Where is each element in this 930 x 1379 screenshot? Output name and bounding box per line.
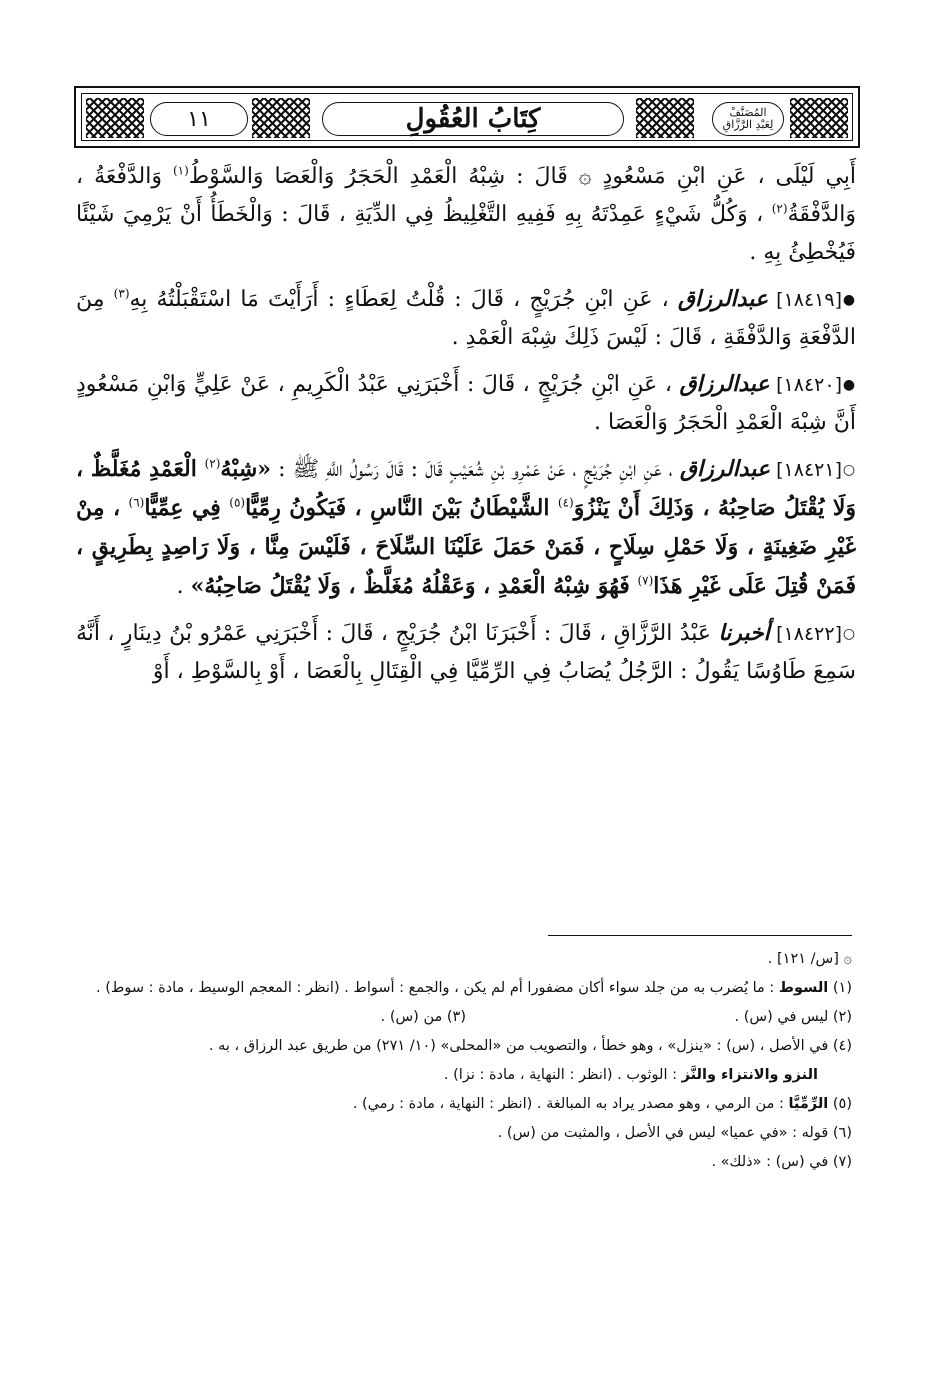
text-segment: «شِبْهُ xyxy=(220,456,272,482)
footnote-row xyxy=(80,1003,852,1032)
text-segment: فِي عِمِّيًّا xyxy=(144,495,230,521)
text-segment: أَبِي لَيْلَى ، عَنِ ابْنِ مَسْعُودٍ ۞ قَالَ : شِبْهُ الْعَمْدِ الْحَجَرُ وَالْعَصَا وَالسَّوْطُ xyxy=(188,164,857,189)
paragraph-marker-icon: ○ xyxy=(842,462,856,478)
text-segment: عَبْدُ الرَّزَّاقِ ، قَالَ : أَخْبَرَنَا ابْنُ جُرَيْجٍ ، قَالَ : أَخْبَرَنِي عَمْرُو بْنُ دِينَارٍ ، أَنَّهُ سَمِعَ طَاوُسًا يَقُولُ : الرَّجُلُ يُصَابُ فِي الرِّمِّيَّا فِي الْقِتَالِ بِالْعَصَا ، أَوْ بِالسَّوْطِ ، أَوْ xyxy=(76,621,856,684)
text-segment: عبدالرزاق xyxy=(679,456,770,482)
hadith-paragraph xyxy=(76,280,856,357)
text-segment: ، مِنْ غَيْرِ ضَغِينَةٍ ، وَلَا حَمْلِ سِلَاحٍ ، فَمَنْ حَمَلَ عَلَيْنَا السِّلَاحَ ، فَلَيْسَ مِنَّا ، وَلَا رَاصِدٍ بِطَرِيقٍ ، فَمَنْ قُتِلَ عَلَى غَيْرِ هَذَا xyxy=(76,495,856,599)
footnote-5: (٥) الرِّمِّيَّا : من الرمي ، وهو مصدر يراد به المبالغة . (انظر : النهاية ، مادة : رمي) . xyxy=(352,1096,852,1112)
footnote-ref: (٦) xyxy=(128,495,145,510)
text-segment: الشَّيْطَانُ بَيْنَ النَّاسِ ، فَيَكُونُ رِمِّيًّا xyxy=(245,495,558,521)
footnote-4-gloss: النزو والانتزاء والنَّز : الوثوب . (انظر : النهاية ، مادة : نزا) . xyxy=(443,1067,818,1083)
footnote-divider xyxy=(548,935,852,936)
ornament-icon xyxy=(790,98,848,138)
book-title: كِتَابُ العُقُولِ xyxy=(322,102,624,136)
hadith-paragraph xyxy=(76,614,856,691)
footnote-ref: (٣) xyxy=(113,286,130,301)
hadith-number: [١٨٤١٩] xyxy=(767,289,843,311)
footnote-ref: (١) xyxy=(172,163,189,178)
text-segment: ، عَنِ ابْنِ جُرَيْجٍ ، قَالَ : أَخْبَرَنِي عَبْدُ الْكَرِيمِ ، عَنْ عَلِيٍّ وَابْنِ مَسْعُودٍ أَنَّ شِبْهَ الْعَمْدِ الْحَجَرُ وَالْعَصَا . xyxy=(76,372,856,435)
author-line-2: لِعَبْدِ الرَّزَّاقِ xyxy=(722,118,774,131)
ornament-icon xyxy=(252,98,310,138)
footnote-ref: (٢) xyxy=(204,456,221,471)
footnote-7: (٧) في (س) : «ذلك» . xyxy=(711,1154,852,1170)
footnote-6: (٦) قوله : «في عميا» ليس في الأصل ، والمثبت من (س) . xyxy=(497,1125,852,1141)
footnote-2: (٢) ليس في (س) . xyxy=(734,1009,852,1025)
hadith-number: [١٨٤٢٢] xyxy=(769,623,843,645)
paragraph-marker-icon: ○ xyxy=(842,626,856,642)
hadith-number: [١٨٤٢١] xyxy=(770,459,842,481)
paragraph-marker-icon: ● xyxy=(842,292,856,308)
text-segment: عبدالرزاق xyxy=(677,286,768,312)
paragraph-marker-icon: ● xyxy=(842,377,856,393)
hadith-paragraph xyxy=(76,365,856,442)
footnote-ref: (٥) xyxy=(229,495,246,510)
hadith-paragraph xyxy=(76,450,856,606)
hadith-paragraph xyxy=(76,158,856,272)
text-segment: الْعَمْدِ مُغَلَّظٌ ، وَلَا يُقْتَلُ صَاحِبُهُ ، وَذَلِكَ أَنْ يَنْزُوَ xyxy=(76,456,857,521)
main-text xyxy=(76,158,856,699)
text-segment: عبدالرزاق xyxy=(679,371,770,397)
footnote-4: (٤) في الأصل ، (س) : «ينزل» ، وهو خطأ ، والتصويب من «المحلى» (١٠/ ٢٧١) من طريق عبد الرزاق ، به . xyxy=(208,1038,852,1054)
footnote-1: (١) السوط : ما يُضرب به من جلد سواء أكان مضفورا أم لم يكن ، والجمع : أسواط . (انظر : المعجم الوسيط ، مادة : سوط) . xyxy=(96,980,852,996)
text-segment: وَالدَّفْعَةُ ، وَالدَّفْقَةُ xyxy=(76,164,856,227)
author-line-1: المُصَنَّفْ xyxy=(729,106,767,119)
text-segment: أخبرنا xyxy=(718,620,770,646)
footnote-ref: (٤) xyxy=(557,495,574,510)
footnotes xyxy=(80,945,852,1177)
author-seal xyxy=(712,102,784,136)
text-segment: ، وَكُلُّ شَيْءٍ عَمِدْتَهُ بِهِ فَفِيهِ التَّغْلِيظُ فِي الدِّيَةِ ، قَالَ : وَالْخَطَأُ أَنْ يَرْمِيَ شَيْئًا فَيُخْطِئُ بِهِ . xyxy=(76,202,856,265)
footnote-3: (٣) من (س) . xyxy=(380,1009,466,1025)
text-segment: مِنَ الدَّفْعَةِ وَالدَّفْقَةِ ، قَالَ : لَيْسَ ذَلِكَ شِبْهَ الْعَمْدِ . xyxy=(76,287,856,350)
hadith-number: [١٨٤٢٠] xyxy=(769,374,842,396)
text-segment: فَهُوَ شِبْهُ الْعَمْدِ ، وَعَقْلُهُ مُغَلَّظٌ ، وَلَا يُقْتَلُ صَاحِبُهُ» xyxy=(190,573,638,599)
page-number: ١١ xyxy=(150,102,248,136)
page-header xyxy=(74,86,860,148)
text-segment: ، عَنِ ابْنِ جُرَيْجٍ ، قَالَ : قُلْتُ لِعَطَاءٍ : أَرَأَيْتَ مَا اسْتَقْبَلْتُهُ بِهِ xyxy=(129,287,678,312)
ornament-icon xyxy=(636,98,694,138)
text-segment: . xyxy=(176,574,191,599)
text-segment: ، عَنِ ابْنِ جُرَيْجٍ ، عَنْ عَمْرِو بْنِ شُعَيْبٍ قَالَ : قَالَ رَسُولُ اللَّهِ ﷺ : xyxy=(271,457,680,482)
folio-note: ۞ [س/ ١٢١] . xyxy=(767,951,852,967)
footnote-ref: (٧) xyxy=(637,573,654,588)
ornament-icon xyxy=(86,98,144,138)
footnote-ref: (٢) xyxy=(771,201,788,216)
